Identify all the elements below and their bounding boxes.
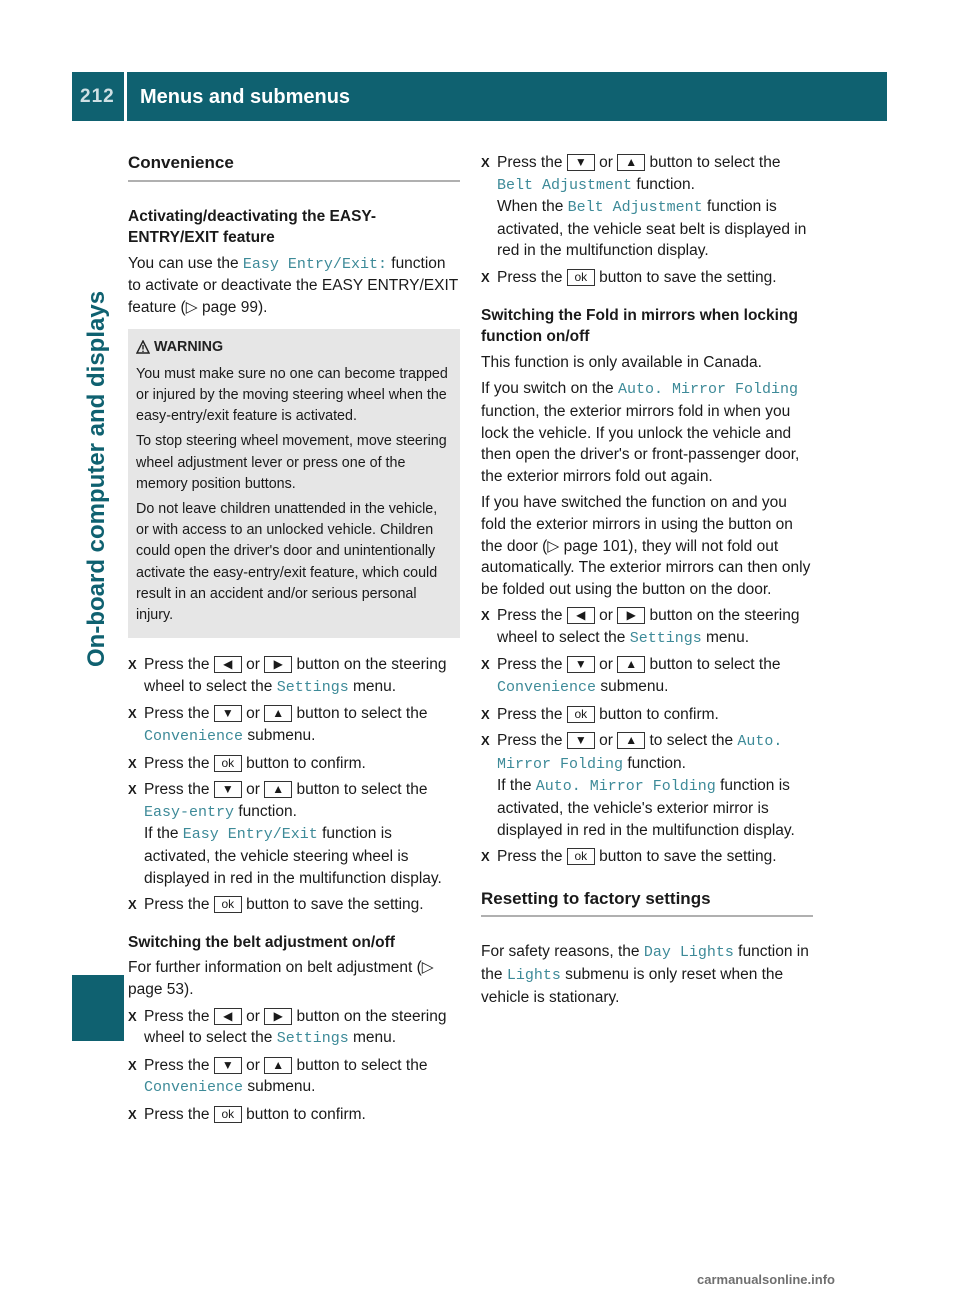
step-marker-icon: X (481, 608, 490, 624)
page-title: Menus and submenus (140, 86, 351, 108)
warning-label: WARNING (154, 338, 224, 355)
fold-mirrors-description: If you switch on the Auto. Mirror Folding function, the exterior mirrors fold in when you lock the vehicle. If you unlock the vehicle and then open the driver's or front-passenger door, the exterior mirrors fold out again. (481, 380, 800, 485)
sidebar-section-title: On-board computer and displays (83, 291, 110, 668)
ok-key-icon: ok (214, 755, 242, 772)
step-item: X Press the ◀ or ▶ button on the steering wheel to select the Settings menu. (128, 1007, 447, 1048)
header-divider (124, 72, 127, 121)
subheading-belt-adjustment: Switching the belt adjustment on/off (128, 933, 395, 951)
sidebar (72, 121, 124, 1201)
right-arrow-key-icon: ▶ (264, 1008, 292, 1025)
factory-reset-text: For safety reasons, the Day Lights function in the Lights submenu is only reset when the vehicle is stationary. (481, 943, 809, 1006)
ok-key-icon: ok (214, 1106, 242, 1123)
left-arrow-key-icon: ◀ (214, 656, 242, 673)
down-arrow-key-icon: ▼ (214, 1057, 242, 1074)
step-marker-icon: X (481, 269, 490, 285)
step-item: X Press the ▼ or ▲ to select the Auto. Mirror Folding function. If the Auto. Mirror Folding function is activated, the vehicle's exterior mirror is displayed in red in the multifunction display. (481, 732, 795, 839)
step-marker-icon: X (128, 1106, 137, 1122)
up-arrow-key-icon: ▲ (617, 656, 645, 673)
step-item: X Press the ok button to confirm. (128, 753, 460, 775)
step-item: X Press the ▼ or ▲ button to select the Easy-entry function. If the Easy Entry/Exit function is activated, the vehicle steering wheel is displayed in red in the multifunction display. (128, 781, 442, 887)
ok-key-icon: ok (567, 706, 595, 723)
fold-mirrors-note: If you have switched the function on and you fold the exterior mirrors in using the button on the door (▷ page 101), they will not fold out automatically. The exterior mirrors can then only be folded out using the button on the door. (481, 494, 811, 598)
sidebar-tab-marker (72, 975, 124, 1041)
step-item: X Press the ▼ or ▲ button to select the Convenience submenu. (128, 1056, 428, 1097)
down-arrow-key-icon: ▼ (567, 154, 595, 171)
up-arrow-key-icon: ▲ (264, 1057, 292, 1074)
ok-key-icon: ok (567, 269, 595, 286)
warning-header (136, 337, 452, 358)
step-marker-icon: X (128, 782, 137, 798)
step-marker-icon: X (481, 657, 490, 673)
section-heading-factory-reset: Resetting to factory settings (481, 888, 813, 918)
right-arrow-key-icon: ▶ (264, 656, 292, 673)
section-heading-convenience: Convenience (128, 152, 460, 182)
warning-text-2: To stop steering wheel movement, move steering wheel adjustment lever or press one of the memory position buttons. (136, 433, 447, 492)
step-item: X Press the ok button to save the setting. (481, 846, 813, 868)
step-marker-icon: X (128, 1057, 137, 1073)
up-arrow-key-icon: ▲ (264, 705, 292, 722)
step-marker-icon: X (128, 1008, 137, 1024)
step-marker-icon: X (128, 755, 137, 771)
warning-icon (136, 340, 150, 354)
right-arrow-key-icon: ▶ (617, 607, 645, 624)
warning-text-1: You must make sure no one can become trapped or injured by the moving steering wheel when the easy-entry/exit feature is activated. (136, 365, 448, 425)
step-item: X Press the ◀ or ▶ button on the steering wheel to select the Settings menu. (128, 656, 447, 696)
step-marker-icon: X (481, 849, 490, 865)
belt-adjustment-intro: For further information on belt adjustment (▷ page 53). (128, 959, 434, 998)
step-item: X Press the ok button to save the setting. (481, 267, 813, 289)
step-marker-icon: X (128, 897, 137, 913)
step-item: X Press the ok button to confirm. (481, 704, 813, 726)
left-column (128, 152, 460, 1130)
up-arrow-key-icon: ▲ (617, 732, 645, 749)
step-marker-icon: X (481, 155, 490, 170)
up-arrow-key-icon: ▲ (617, 154, 645, 171)
step-item: X Press the ▼ or ▲ button to select the Belt Adjustment function. When the Belt Adjustment function is activated, the vehicle seat belt is displayed in red in the multifunction display. (481, 154, 807, 260)
page-header (72, 72, 887, 121)
subheading-easy-entry: Activating/deactivating the EASY-ENTRY/EXIT feature (128, 207, 377, 247)
ok-key-icon: ok (214, 896, 242, 913)
up-arrow-key-icon: ▲ (264, 781, 292, 798)
step-item: X Press the ok button to save the setting. (128, 894, 460, 916)
step-item: X Press the ◀ or ▶ button on the steering wheel to select the Settings menu. (481, 607, 800, 647)
watermark-text: carmanualsonline.info (697, 1272, 835, 1287)
ok-key-icon: ok (567, 848, 595, 865)
step-item: X Press the ▼ or ▲ button to select the Convenience submenu. (481, 656, 781, 697)
code-easy-entry-exit: Easy Entry/Exit: (242, 255, 387, 273)
subheading-fold-mirrors: Switching the Fold in mirrors when locking function on/off (481, 306, 798, 346)
down-arrow-key-icon: ▼ (567, 656, 595, 673)
easy-entry-intro: You can use the Easy Entry/Exit: function to activate or deactivate the EASY ENTRY/EXIT feature (▷ page 99). (128, 254, 458, 316)
step-marker-icon: X (128, 706, 137, 722)
right-column (481, 152, 813, 1013)
step-marker-icon: X (481, 733, 490, 749)
down-arrow-key-icon: ▼ (214, 705, 242, 722)
fold-mirrors-availability: This function is only available in Canada. (481, 353, 762, 371)
step-item: X Press the ▼ or ▲ button to select the Convenience submenu. (128, 705, 428, 745)
left-arrow-key-icon: ◀ (567, 607, 595, 624)
step-marker-icon: X (128, 657, 137, 673)
down-arrow-key-icon: ▼ (214, 781, 242, 798)
warning-text-3: Do not leave children unattended in the vehicle, or with access to an unlocked vehicle. Children could open the driver's door and unintentionally activate the easy-entry/exit feature, which could result in an accident and/or serious personal injury. (136, 500, 438, 623)
page-number: 212 (80, 86, 115, 107)
step-marker-icon: X (481, 706, 490, 722)
warning-box (128, 329, 460, 639)
step-item: X Press the ok button to confirm. (128, 1104, 460, 1126)
down-arrow-key-icon: ▼ (567, 732, 595, 749)
left-arrow-key-icon: ◀ (214, 1008, 242, 1025)
